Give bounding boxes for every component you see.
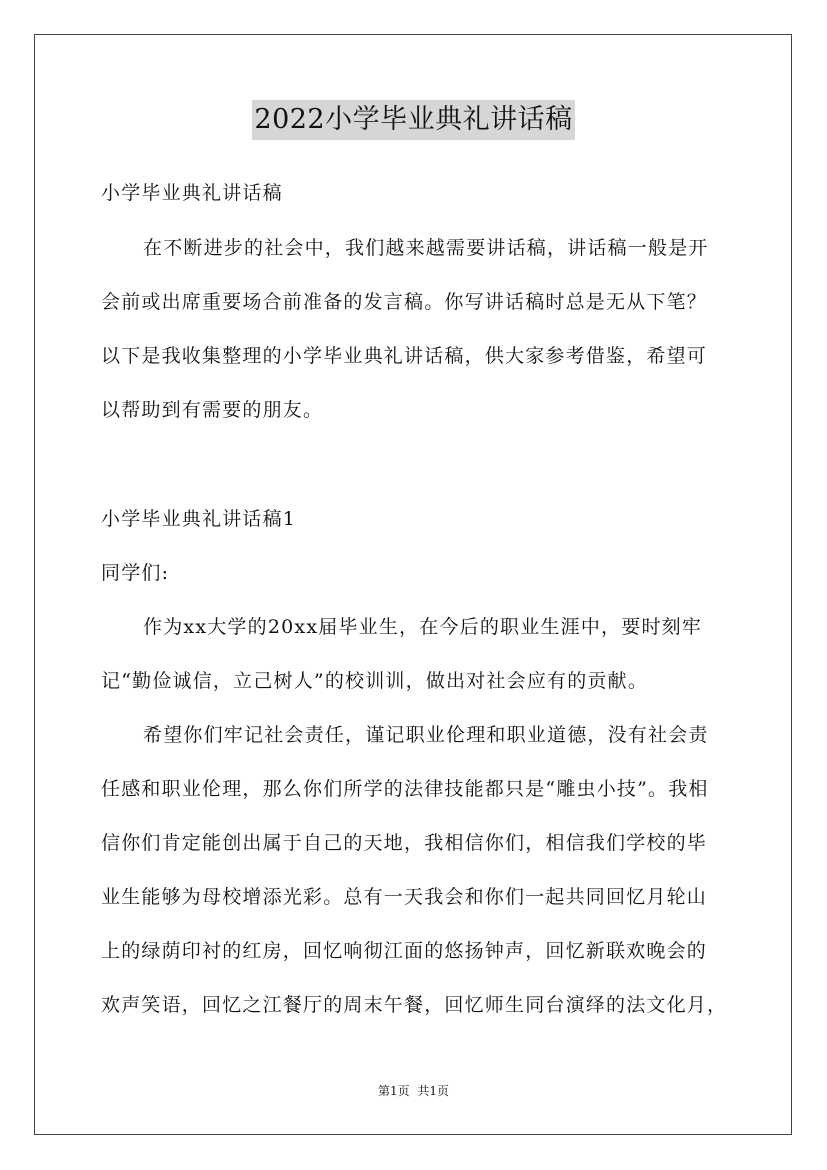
title-container bbox=[0, 100, 827, 140]
section-heading: 小学毕业典礼讲话稿1 bbox=[101, 508, 297, 530]
intro-line: 以下是我收集整理的小学毕业典礼讲话稿，供大家参考借鉴，希望可 bbox=[101, 345, 708, 367]
paragraph-line: 信你们肯定能创出属于自己的天地，我相信你们，相信我们学校的毕 bbox=[101, 832, 708, 854]
page-number: 第1页 bbox=[377, 1084, 410, 1098]
subtitle: 小学毕业典礼讲话稿 bbox=[101, 182, 283, 204]
paragraph-line: 上的绿荫印衬的红房，回忆响彻江面的悠扬钟声，回忆新联欢晚会的 bbox=[101, 940, 708, 962]
intro-line: 以帮助到有需要的朋友。 bbox=[101, 399, 324, 421]
paragraph-line: 任感和职业伦理，那么你们所学的法律技能都只是“雕虫小技”。我相 bbox=[101, 778, 709, 800]
paragraph-line: 记“勤俭诚信，立己树人”的校训训，做出对社会应有的贡献。 bbox=[101, 670, 649, 692]
paragraph-line: 作为xx大学的20xx届毕业生，在今后的职业生涯中，要时刻牢 bbox=[143, 616, 703, 638]
page-total: 共1页 bbox=[417, 1084, 450, 1098]
salutation: 同学们: bbox=[101, 562, 170, 584]
paragraph-line: 欢声笑语，回忆之江餐厅的周末午餐，回忆师生同台演绎的法文化月， bbox=[101, 994, 728, 1016]
page-footer bbox=[0, 1083, 827, 1099]
paragraph-line: 希望你们牢记社会责任，谨记职业伦理和职业道德，没有社会责 bbox=[143, 724, 709, 746]
paragraph-line: 业生能够为母校增添光彩。总有一天我会和你们一起共同回忆月轮山 bbox=[101, 886, 708, 908]
intro-line: 会前或出席重要场合前准备的发言稿。你写讲话稿时总是无从下笔？ bbox=[101, 291, 708, 313]
intro-line: 在不断进步的社会中，我们越来越需要讲话稿，讲话稿一般是开 bbox=[143, 237, 709, 259]
document-title: 2022小学毕业典礼讲话稿 bbox=[252, 100, 574, 140]
